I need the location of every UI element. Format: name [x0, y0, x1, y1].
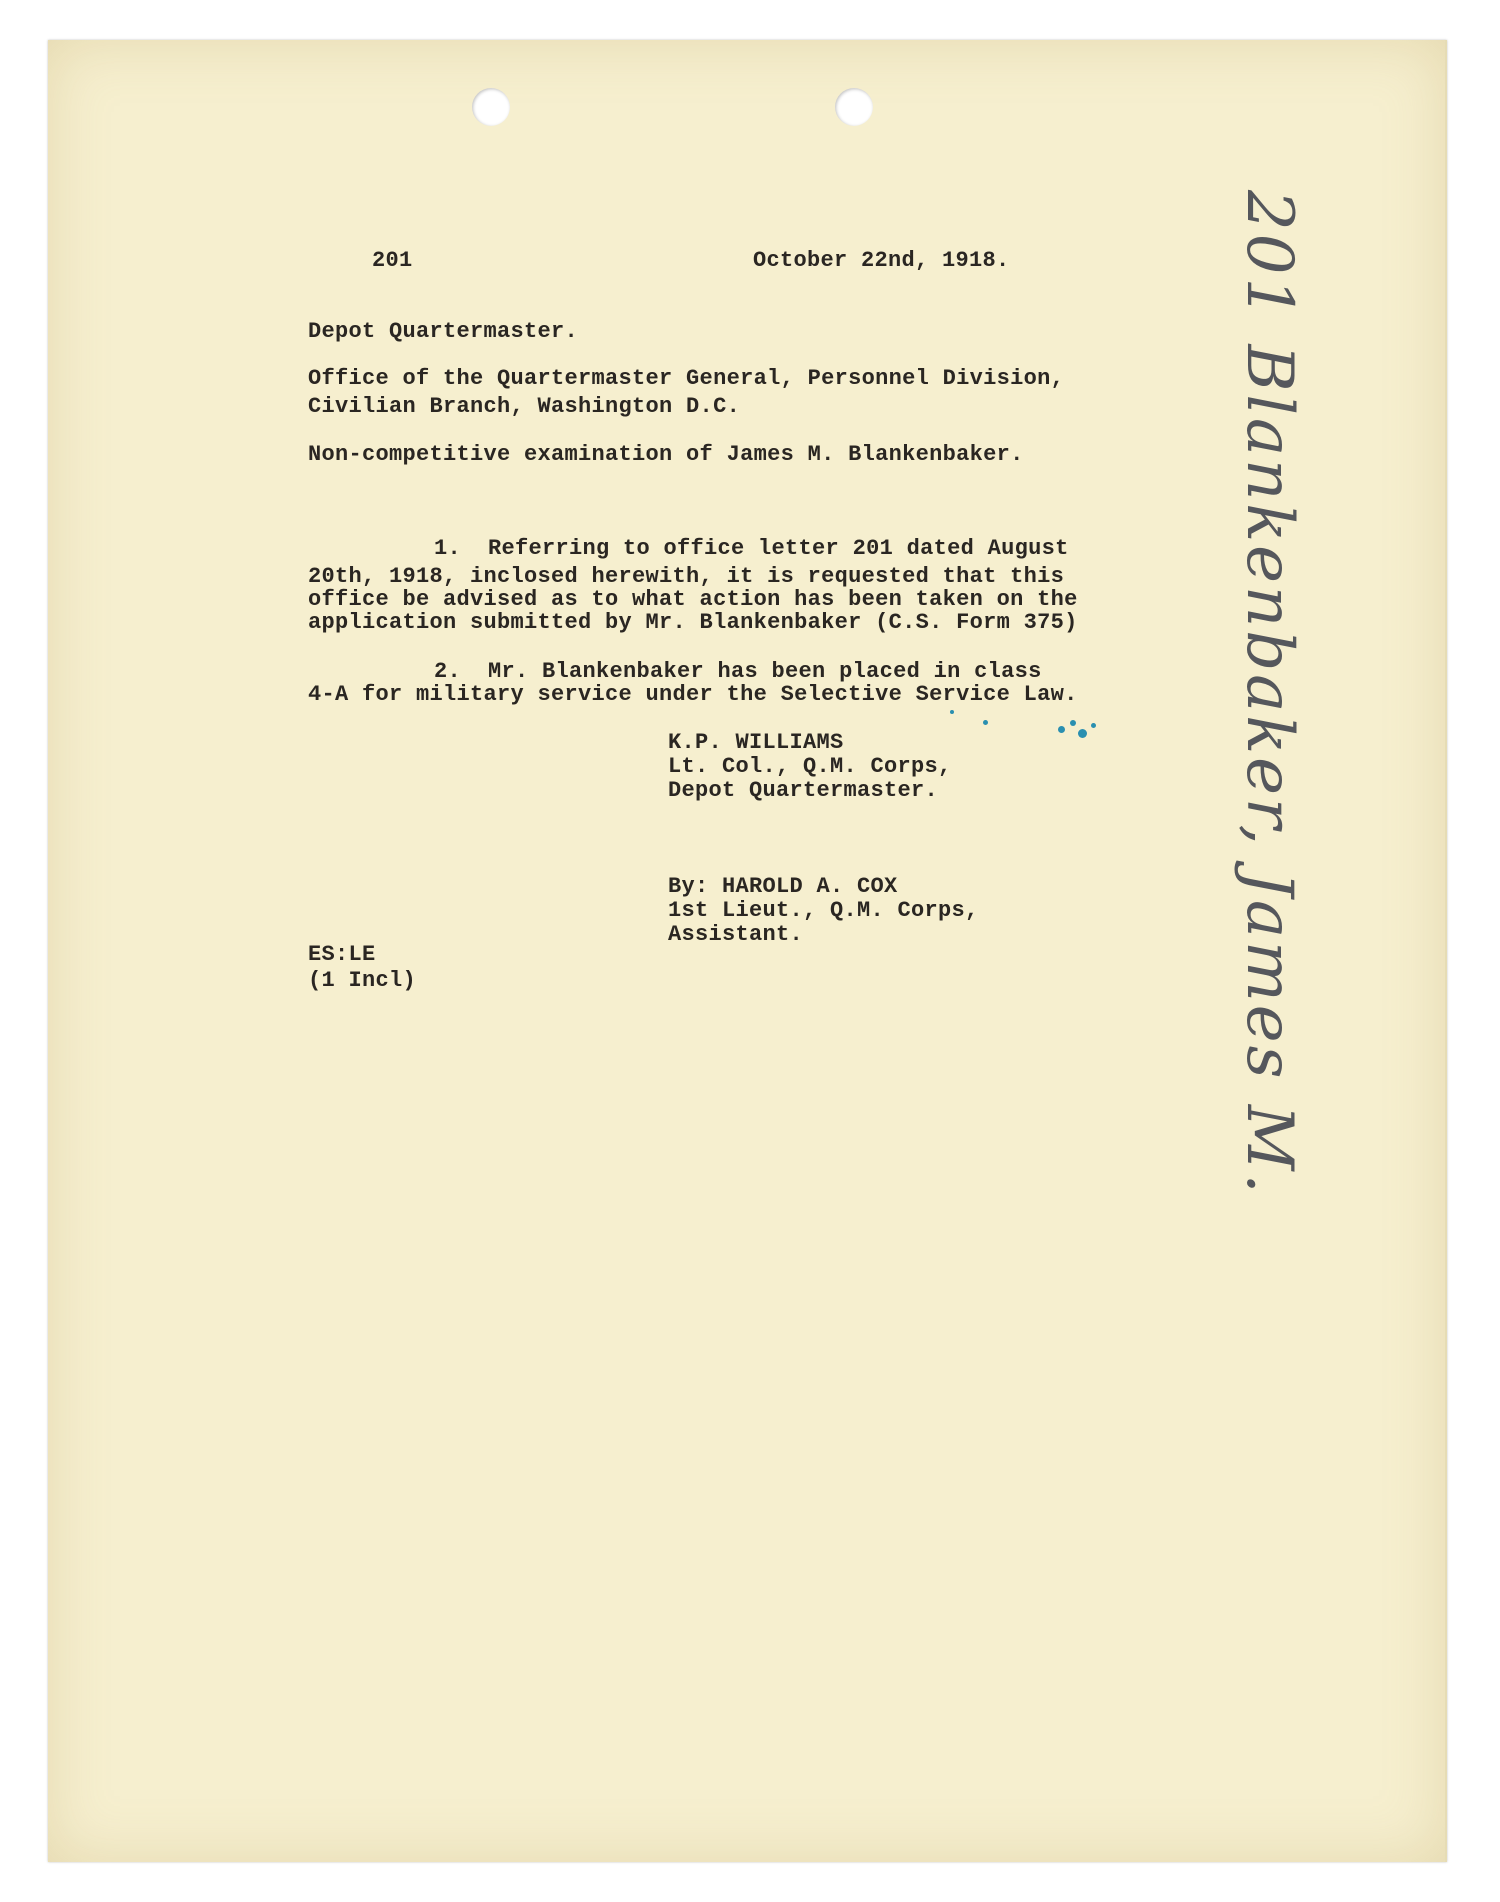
- punch-hole-right: [835, 88, 873, 126]
- ink-dot: [983, 720, 988, 725]
- paragraph-2-line: 4-A for military service under the Selective Service Law.: [308, 682, 1078, 707]
- signer-rank: 1st Lieut., Q.M. Corps,: [668, 898, 979, 923]
- letter-date: October 22nd, 1918.: [753, 248, 1010, 273]
- ink-dot: [1058, 726, 1065, 733]
- paragraph-2-line: 2. Mr. Blankenbaker has been placed in class: [434, 659, 1042, 684]
- signer-title: Depot Quartermaster.: [668, 778, 939, 803]
- signer-title: Assistant.: [668, 922, 804, 947]
- subject-line: Non-competitive examination of James M. Blankenbaker.: [308, 442, 1024, 467]
- handwritten-margin-note: 201 Blankenbaker, James M.: [1232, 190, 1306, 1197]
- ink-dot: [1070, 720, 1076, 726]
- reference-initials: ES:LE: [308, 942, 376, 967]
- signer-rank: Lt. Col., Q.M. Corps,: [668, 754, 952, 779]
- paragraph-1-line: 20th, 1918, inclosed herewith, it is requested that this: [308, 564, 1065, 589]
- ink-dot: [1078, 729, 1087, 738]
- ink-dot: [1091, 723, 1096, 728]
- addressee-line-1: Office of the Quartermaster General, Personnel Division,: [308, 366, 1065, 391]
- file-number: 201: [372, 248, 413, 273]
- enclosure-note: (1 Incl): [308, 968, 417, 993]
- punch-hole-left: [472, 88, 510, 126]
- paragraph-1-line: office be advised as to what action has been taken on the: [308, 587, 1078, 612]
- letter-page: [48, 40, 1447, 1862]
- paragraph-1-line: application submitted by Mr. Blankenbaker (C.S. Form 375): [308, 610, 1078, 635]
- signer-name: K.P. WILLIAMS: [668, 730, 844, 755]
- addressee-line-2: Civilian Branch, Washington D.C.: [308, 394, 741, 419]
- ink-dot: [950, 710, 954, 714]
- from-line: Depot Quartermaster.: [308, 319, 579, 344]
- signer-name: By: HAROLD A. COX: [668, 874, 898, 899]
- paragraph-1-line: 1. Referring to office letter 201 dated August: [434, 536, 1069, 561]
